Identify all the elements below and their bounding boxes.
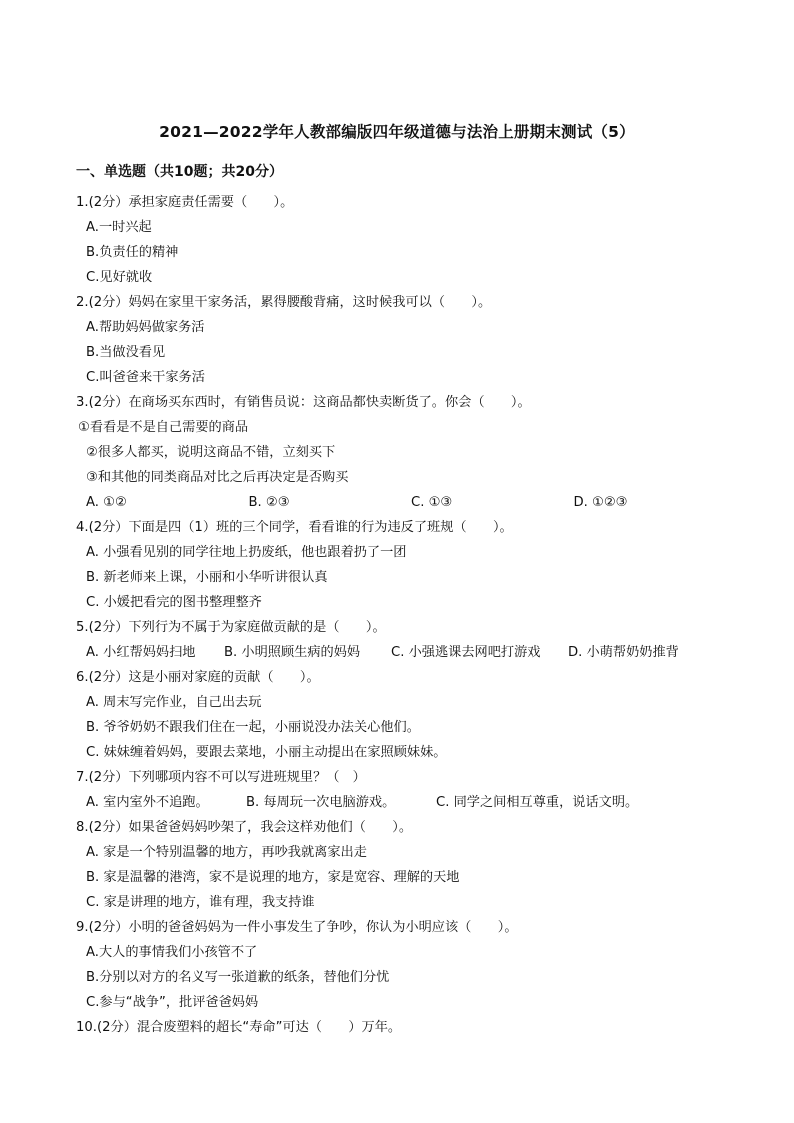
question-4-option-b: B. 新老师来上课，小丽和小华听讲很认真 — [86, 570, 328, 585]
question-2-stem: 2.(2分）妈妈在家里干家务活，累得腰酸背痛，这时候我可以（ ）。 — [76, 295, 492, 310]
question-10-stem: 10.(2分）混合废塑料的超长“寿命”可达（ ）万年。 — [76, 1020, 402, 1035]
question-4-option-c: C. 小媛把看完的图书整理整齐 — [86, 595, 262, 610]
question-7-option-c: C. 同学之间相互尊重，说话文明。 — [436, 795, 639, 810]
question-6-option-a: A. 周末写完作业，自己出去玩 — [86, 695, 262, 710]
question-3-option-a: A. ①② — [86, 495, 127, 510]
question-9-option-a: A.大人的事情我们小孩管不了 — [86, 945, 258, 960]
question-3-options — [76, 490, 736, 515]
question-7-stem: 7.(2分）下列哪项内容不可以写进班规里？（ ） — [76, 770, 366, 785]
page-title: 2021—2022学年人教部编版四年级道德与法治上册期末测试（5） — [159, 123, 635, 141]
question-7-option-b: B. 每周玩一次电脑游戏。 — [246, 795, 396, 810]
question-1-option-b: B.负责任的精神 — [86, 245, 179, 260]
question-3-option-b: B. ②③ — [248, 495, 290, 510]
question-8-option-a: A. 家是一个特别温馨的地方，再吵我就离家出走 — [86, 845, 367, 860]
question-3-item-3: ③和其他的同类商品对比之后再决定是否购买 — [86, 470, 349, 485]
question-2-option-b: B.当做没看见 — [86, 345, 166, 360]
question-list — [76, 190, 736, 1040]
question-7-option-a: A. 室内室外不追跑。 — [86, 795, 209, 810]
question-1-option-c: C.见好就收 — [86, 270, 153, 285]
question-4-stem: 4.(2分）下面是四（1）班的三个同学，看看谁的行为违反了班规（ ）。 — [76, 520, 513, 535]
question-5-option-a: A. 小红帮妈妈扫地 — [86, 645, 196, 660]
question-4-option-a: A. 小强看见别的同学往地上扔废纸，他也跟着扔了一团 — [86, 545, 407, 560]
question-9-option-c: C.参与“战争”，批评爸爸妈妈 — [86, 995, 259, 1010]
question-3-option-c: C. ①③ — [411, 495, 453, 510]
question-6-option-c: C. 妹妹缠着妈妈，要跟去菜地，小丽主动提出在家照顾妹妹。 — [86, 745, 447, 760]
question-8-option-c: C. 家是讲理的地方，谁有理，我支持谁 — [86, 895, 315, 910]
question-1-option-a: A.一时兴起 — [86, 220, 152, 235]
question-5-option-d: D. 小萌帮奶奶推背 — [568, 645, 679, 660]
question-5-option-c: C. 小强逃课去网吧打游戏 — [391, 645, 541, 660]
question-9-option-b: B.分别以对方的名义写一张道歉的纸条，替他们分忧 — [86, 970, 390, 985]
question-6-option-b: B. 爷爷奶奶不跟我们住在一起，小丽说没办法关心他们。 — [86, 720, 420, 735]
question-5-option-b: B. 小明照顾生病的妈妈 — [224, 645, 361, 660]
question-3-option-d: D. ①②③ — [573, 495, 628, 510]
question-8-option-b: B. 家是温馨的港湾，家不是说理的地方，家是宽容、理解的天地 — [86, 870, 460, 885]
question-7-options — [76, 790, 736, 815]
section-heading: 一、单选题（共10题；共20分） — [76, 164, 283, 180]
question-5-options — [76, 640, 736, 665]
question-5-stem: 5.(2分）下列行为不属于为家庭做贡献的是（ ）。 — [76, 620, 386, 635]
question-3-item-1: ①看看是不是自己需要的商品 — [78, 420, 249, 435]
question-3-item-2: ②很多人都买，说明这商品不错，立刻买下 — [86, 445, 336, 460]
question-1-stem: 1.(2分）承担家庭责任需要（ ）。 — [76, 195, 294, 210]
question-3-stem: 3.(2分）在商场买东西时，有销售员说：这商品都快卖断货了。你会（ ）。 — [76, 395, 531, 410]
question-2-option-a: A.帮助妈妈做家务活 — [86, 320, 205, 335]
question-9-stem: 9.(2分）小明的爸爸妈妈为一件小事发生了争吵，你认为小明应该（ ）。 — [76, 920, 518, 935]
question-2-option-c: C.叫爸爸来干家务活 — [86, 370, 205, 385]
question-6-stem: 6.(2分）这是小丽对家庭的贡献（ ）。 — [76, 670, 320, 685]
question-8-stem: 8.(2分）如果爸爸妈妈吵架了，我会这样劝他们（ ）。 — [76, 820, 413, 835]
